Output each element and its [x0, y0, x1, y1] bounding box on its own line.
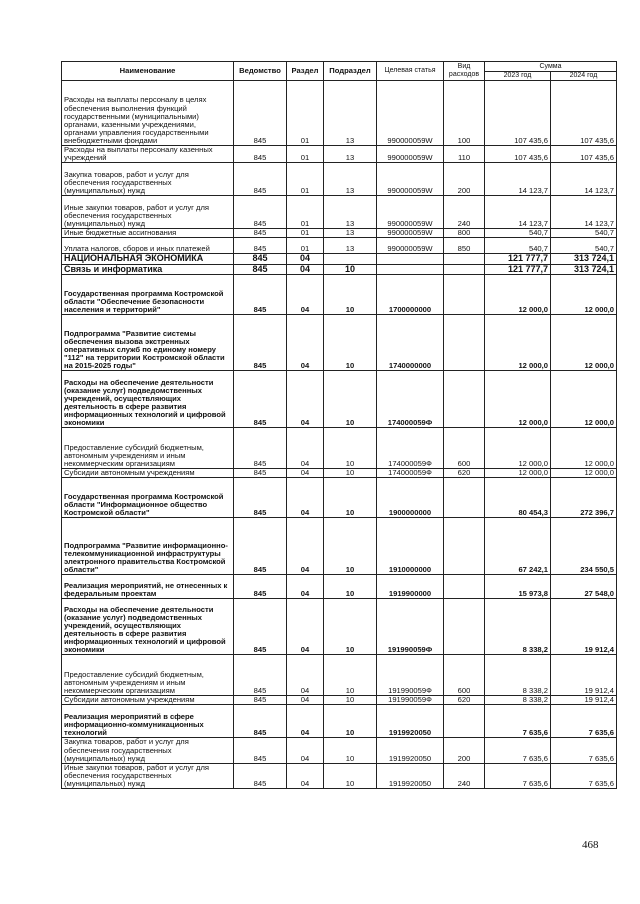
cell-celevaya-statya: 1919920050	[377, 738, 444, 763]
cell-name: Закупка товаров, работ и услуг для обеспечения государственных (муниципальных) нужд	[62, 738, 234, 763]
cell-vedomstvo: 845	[234, 238, 287, 254]
cell-podrazdel: 13	[324, 229, 377, 238]
cell-sum-2024: 27 548,0	[551, 575, 617, 599]
cell-sum-2023: 8 338,2	[485, 696, 551, 705]
cell-name: Подпрограмма "Развитие системы обеспечения вызова экстренных оперативных служб по единому номеру "112" на территории Костромской области на 2015-2025 годы"	[62, 315, 234, 371]
header-name: Наименование	[62, 62, 234, 81]
cell-vid-raskhodov	[444, 478, 485, 518]
table-row	[62, 428, 617, 469]
cell-name: Закупка товаров, работ и услуг для обеспечения государственных (муниципальных) нужд	[62, 163, 234, 196]
cell-sum-2023: 107 435,6	[485, 146, 551, 163]
cell-sum-2023: 12 000,0	[485, 469, 551, 478]
cell-name: НАЦИОНАЛЬНАЯ ЭКОНОМИКА	[62, 254, 234, 265]
cell-vid-raskhodov: 100	[444, 81, 485, 146]
cell-razdel: 04	[287, 254, 324, 265]
cell-sum-2023: 15 973,8	[485, 575, 551, 599]
cell-sum-2024: 12 000,0	[551, 428, 617, 469]
cell-razdel: 04	[287, 655, 324, 696]
cell-celevaya-statya: 1900000000	[377, 478, 444, 518]
cell-podrazdel: 10	[324, 599, 377, 655]
cell-sum-2023: 540,7	[485, 238, 551, 254]
cell-name: Иные бюджетные ассигнования	[62, 229, 234, 238]
cell-name: Уплата налогов, сборов и иных платежей	[62, 238, 234, 254]
cell-vedomstvo: 845	[234, 315, 287, 371]
cell-vid-raskhodov	[444, 254, 485, 265]
cell-sum-2023: 12 000,0	[485, 315, 551, 371]
cell-sum-2024: 272 396,7	[551, 478, 617, 518]
cell-sum-2023: 121 777,7	[485, 254, 551, 265]
header-year-2023: 2023 год	[485, 72, 551, 81]
cell-podrazdel: 13	[324, 238, 377, 254]
cell-celevaya-statya: 191990059Ф	[377, 599, 444, 655]
cell-podrazdel: 10	[324, 478, 377, 518]
cell-vid-raskhodov: 110	[444, 146, 485, 163]
cell-vedomstvo: 845	[234, 469, 287, 478]
cell-celevaya-statya: 1700000000	[377, 275, 444, 315]
cell-sum-2024: 14 123,7	[551, 163, 617, 196]
cell-vedomstvo: 845	[234, 371, 287, 428]
cell-celevaya-statya: 1919920050	[377, 763, 444, 788]
cell-podrazdel	[324, 254, 377, 265]
cell-celevaya-statya: 990000059W	[377, 146, 444, 163]
cell-vid-raskhodov	[444, 315, 485, 371]
cell-vedomstvo: 845	[234, 763, 287, 788]
cell-vid-raskhodov: 620	[444, 469, 485, 478]
cell-razdel: 01	[287, 81, 324, 146]
cell-celevaya-statya: 1740000000	[377, 315, 444, 371]
cell-vedomstvo: 845	[234, 738, 287, 763]
cell-celevaya-statya: 1919900000	[377, 575, 444, 599]
budget-table	[61, 61, 617, 789]
cell-sum-2024: 7 635,6	[551, 705, 617, 738]
cell-vid-raskhodov	[444, 275, 485, 315]
cell-razdel: 01	[287, 196, 324, 229]
cell-razdel: 04	[287, 696, 324, 705]
cell-vid-raskhodov: 600	[444, 428, 485, 469]
cell-razdel: 04	[287, 478, 324, 518]
cell-name: Расходы на выплаты персоналу казенных учреждений	[62, 146, 234, 163]
cell-celevaya-statya: 990000059W	[377, 229, 444, 238]
header-celevaya-statya: Целевая статья	[377, 62, 444, 81]
cell-podrazdel: 10	[324, 738, 377, 763]
cell-podrazdel: 10	[324, 264, 377, 275]
cell-podrazdel: 10	[324, 428, 377, 469]
cell-celevaya-statya: 990000059W	[377, 163, 444, 196]
cell-razdel: 04	[287, 428, 324, 469]
table-row	[62, 371, 617, 428]
cell-name: Реализация мероприятий в сфере информационно-коммуникационных технологий	[62, 705, 234, 738]
budget-table-sheet	[61, 61, 616, 789]
cell-razdel: 04	[287, 315, 324, 371]
cell-celevaya-statya: 174000059Ф	[377, 428, 444, 469]
cell-sum-2024: 313 724,1	[551, 264, 617, 275]
cell-razdel: 04	[287, 518, 324, 575]
cell-razdel: 01	[287, 163, 324, 196]
cell-celevaya-statya: 1910000000	[377, 518, 444, 575]
cell-razdel: 04	[287, 575, 324, 599]
cell-vedomstvo: 845	[234, 275, 287, 315]
cell-vedomstvo: 845	[234, 478, 287, 518]
cell-name: Государственная программа Костромской области "Информационное общество Костромской области"	[62, 478, 234, 518]
cell-razdel: 04	[287, 705, 324, 738]
cell-sum-2023: 8 338,2	[485, 655, 551, 696]
cell-sum-2023: 7 635,6	[485, 738, 551, 763]
table-row	[62, 518, 617, 575]
cell-vid-raskhodov	[444, 705, 485, 738]
table-row	[62, 146, 617, 163]
cell-podrazdel: 10	[324, 696, 377, 705]
cell-vid-raskhodov	[444, 599, 485, 655]
cell-razdel: 04	[287, 371, 324, 428]
cell-celevaya-statya	[377, 264, 444, 275]
table-row	[62, 264, 617, 275]
cell-sum-2024: 7 635,6	[551, 738, 617, 763]
cell-name: Иные закупки товаров, работ и услуг для обеспечения государственных (муниципальных) нужд	[62, 196, 234, 229]
table-row	[62, 229, 617, 238]
cell-podrazdel: 10	[324, 275, 377, 315]
cell-razdel: 04	[287, 264, 324, 275]
cell-celevaya-statya: 990000059W	[377, 196, 444, 229]
header-vedomstvo: Ведомство	[234, 62, 287, 81]
cell-vid-raskhodov	[444, 264, 485, 275]
cell-name: Расходы на обеспечение деятельности (оказание услуг) подведомственных учреждений, осуществляющих деятельность в сфере развития информационных технологий и цифровой экономики	[62, 371, 234, 428]
cell-sum-2023: 540,7	[485, 229, 551, 238]
cell-podrazdel: 10	[324, 518, 377, 575]
cell-podrazdel: 10	[324, 763, 377, 788]
cell-sum-2024: 540,7	[551, 229, 617, 238]
cell-razdel: 01	[287, 238, 324, 254]
cell-sum-2023: 8 338,2	[485, 599, 551, 655]
cell-sum-2023: 7 635,6	[485, 763, 551, 788]
cell-sum-2024: 107 435,6	[551, 146, 617, 163]
table-row	[62, 478, 617, 518]
cell-sum-2024: 19 912,4	[551, 599, 617, 655]
header-summa: Сумма	[485, 62, 617, 72]
cell-sum-2024: 12 000,0	[551, 275, 617, 315]
cell-razdel: 04	[287, 763, 324, 788]
cell-sum-2023: 12 000,0	[485, 371, 551, 428]
table-row	[62, 655, 617, 696]
cell-vedomstvo: 845	[234, 81, 287, 146]
cell-name: Реализация мероприятий, не отнесенных к федеральным проектам	[62, 575, 234, 599]
table-row	[62, 196, 617, 229]
cell-sum-2024: 19 912,4	[551, 655, 617, 696]
cell-celevaya-statya: 174000059Ф	[377, 469, 444, 478]
cell-vid-raskhodov	[444, 575, 485, 599]
cell-sum-2023: 12 000,0	[485, 275, 551, 315]
cell-razdel: 04	[287, 738, 324, 763]
cell-name: Расходы на обеспечение деятельности (оказание услуг) подведомственных учреждений, осуществляющих деятельность в сфере развития информационных технологий и цифровой экономики	[62, 599, 234, 655]
cell-vedomstvo: 845	[234, 575, 287, 599]
cell-vid-raskhodov: 240	[444, 196, 485, 229]
cell-vedomstvo: 845	[234, 428, 287, 469]
cell-podrazdel: 10	[324, 315, 377, 371]
cell-name: Государственная программа Костромской области "Обеспечение безопасности населения и территорий"	[62, 275, 234, 315]
cell-sum-2024: 313 724,1	[551, 254, 617, 265]
cell-name: Предоставление субсидий бюджетным, автономным учреждениям и иным некоммерческим организациям	[62, 428, 234, 469]
cell-celevaya-statya: 191990059Ф	[377, 655, 444, 696]
cell-name: Расходы на выплаты персоналу в целях обеспечения выполнения функций государственными (муниципальными) органами, казенными учреждениями, органами управления государственными внебюджетными фондами	[62, 81, 234, 146]
cell-vid-raskhodov: 200	[444, 163, 485, 196]
header-razdel: Раздел	[287, 62, 324, 81]
cell-sum-2023: 107 435,6	[485, 81, 551, 146]
cell-vid-raskhodov: 200	[444, 738, 485, 763]
cell-celevaya-statya: 174000059Ф	[377, 371, 444, 428]
cell-vedomstvo: 845	[234, 655, 287, 696]
cell-name: Субсидии автономным учреждениям	[62, 469, 234, 478]
table-row	[62, 469, 617, 478]
cell-vedomstvo: 845	[234, 163, 287, 196]
cell-sum-2024: 14 123,7	[551, 196, 617, 229]
cell-vid-raskhodov: 600	[444, 655, 485, 696]
table-row	[62, 81, 617, 146]
cell-vedomstvo: 845	[234, 696, 287, 705]
cell-sum-2024: 7 635,6	[551, 763, 617, 788]
cell-sum-2023: 14 123,7	[485, 196, 551, 229]
cell-vedomstvo: 845	[234, 229, 287, 238]
header-podrazdel: Подраздел	[324, 62, 377, 81]
table-row	[62, 163, 617, 196]
cell-vid-raskhodov: 240	[444, 763, 485, 788]
cell-name: Субсидии автономным учреждениям	[62, 696, 234, 705]
cell-vid-raskhodov: 620	[444, 696, 485, 705]
cell-sum-2024: 12 000,0	[551, 371, 617, 428]
cell-vedomstvo: 845	[234, 254, 287, 265]
cell-podrazdel: 10	[324, 469, 377, 478]
cell-sum-2024: 19 912,4	[551, 696, 617, 705]
cell-sum-2024: 107 435,6	[551, 81, 617, 146]
cell-celevaya-statya	[377, 254, 444, 265]
cell-vedomstvo: 845	[234, 599, 287, 655]
table-row	[62, 599, 617, 655]
cell-name: Предоставление субсидий бюджетным, автономным учреждениям и иным некоммерческим организациям	[62, 655, 234, 696]
cell-vid-raskhodov	[444, 371, 485, 428]
table-row	[62, 315, 617, 371]
cell-razdel: 01	[287, 229, 324, 238]
cell-celevaya-statya: 990000059W	[377, 238, 444, 254]
cell-name: Связь и информатика	[62, 264, 234, 275]
table-row	[62, 575, 617, 599]
cell-sum-2023: 14 123,7	[485, 163, 551, 196]
cell-sum-2024: 12 000,0	[551, 315, 617, 371]
cell-vedomstvo: 845	[234, 264, 287, 275]
cell-podrazdel: 10	[324, 371, 377, 428]
header-year-2024: 2024 год	[551, 72, 617, 81]
cell-name: Подпрограмма "Развитие информационно-телекоммуникационной инфраструктуры электронного правительства Костромской области"	[62, 518, 234, 575]
table-row	[62, 763, 617, 788]
cell-sum-2023: 12 000,0	[485, 428, 551, 469]
table-row	[62, 275, 617, 315]
cell-razdel: 04	[287, 275, 324, 315]
cell-name: Иные закупки товаров, работ и услуг для обеспечения государственных (муниципальных) нужд	[62, 763, 234, 788]
header-vid-raskhodov: Вид расходов	[444, 62, 485, 81]
cell-podrazdel: 10	[324, 575, 377, 599]
cell-sum-2024: 540,7	[551, 238, 617, 254]
cell-vid-raskhodov: 800	[444, 229, 485, 238]
table-row	[62, 238, 617, 254]
cell-vedomstvo: 845	[234, 518, 287, 575]
cell-celevaya-statya: 1919920050	[377, 705, 444, 738]
cell-sum-2024: 12 000,0	[551, 469, 617, 478]
table-row	[62, 738, 617, 763]
table-body	[62, 81, 617, 789]
cell-vid-raskhodov	[444, 518, 485, 575]
cell-podrazdel: 10	[324, 655, 377, 696]
cell-sum-2023: 7 635,6	[485, 705, 551, 738]
cell-sum-2023: 80 454,3	[485, 478, 551, 518]
cell-vedomstvo: 845	[234, 146, 287, 163]
cell-celevaya-statya: 990000059W	[377, 81, 444, 146]
cell-sum-2023: 67 242,1	[485, 518, 551, 575]
cell-sum-2024: 234 550,5	[551, 518, 617, 575]
cell-razdel: 04	[287, 469, 324, 478]
cell-vid-raskhodov: 850	[444, 238, 485, 254]
page-number: 468	[582, 839, 599, 851]
cell-podrazdel: 13	[324, 81, 377, 146]
cell-razdel: 01	[287, 146, 324, 163]
cell-vedomstvo: 845	[234, 705, 287, 738]
cell-podrazdel: 10	[324, 705, 377, 738]
cell-podrazdel: 13	[324, 163, 377, 196]
cell-podrazdel: 13	[324, 146, 377, 163]
table-row	[62, 254, 617, 265]
table-row	[62, 696, 617, 705]
table-row	[62, 705, 617, 738]
cell-razdel: 04	[287, 599, 324, 655]
cell-sum-2023: 121 777,7	[485, 264, 551, 275]
cell-podrazdel: 13	[324, 196, 377, 229]
cell-vedomstvo: 845	[234, 196, 287, 229]
cell-celevaya-statya: 191990059Ф	[377, 696, 444, 705]
